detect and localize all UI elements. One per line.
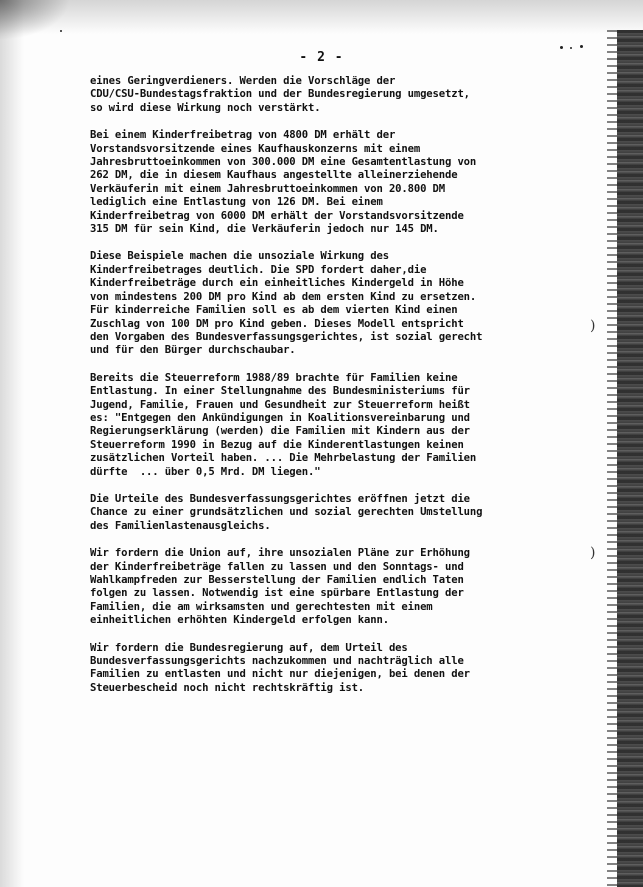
text-line: Entlastung. In einer Stellungnahme des Bundesministeriums für	[90, 385, 470, 398]
text-line: Jahresbruttoeinkommen von 300.000 DM eine Gesamtentlastung von	[90, 156, 477, 169]
paragraph	[90, 129, 560, 236]
text-line: lediglich eine Entlastung von 126 DM. Bei einem	[90, 196, 383, 209]
text-line: Kinderfreibeträge durch ein einheitliches Kindergeld in Höhe	[90, 277, 464, 290]
text-line: Steuerreform 1990 in Bezug auf die Kinderentlastungen keinen	[90, 438, 464, 451]
text-line: Wir fordern die Union auf, ihre unsozialen Pläne zur Erhöhung	[90, 547, 470, 560]
text-line: Familien, die am wirksamsten und gerechtesten mit einem	[90, 600, 433, 613]
document-body	[90, 75, 560, 709]
margin-mark: )	[590, 545, 596, 561]
text-line: Bereits die Steuerreform 1988/89 brachte für Familien keine	[90, 371, 458, 384]
text-line: Vorstandsvorsitzende eines Kaufhauskonzerns mit einem	[90, 142, 421, 155]
text-line: den Vorgaben des Bundesverfassungsgerichtes, ist sozial gerecht	[90, 330, 483, 343]
text-line: zusätzlichen Vorteil haben. ... Die Mehrbelastung der Familien	[90, 452, 477, 465]
text-line: Wahlkampfreden zur Besserstellung der Familien endlich Taten	[90, 574, 464, 586]
scan-speck	[580, 45, 583, 48]
text-line: und für den Bürger durchschaubar.	[90, 344, 296, 357]
text-line: Bundesverfassungsgerichts nachzukommen und nachträglich alle	[90, 655, 464, 668]
scan-border-right	[617, 30, 643, 887]
text-line: CDU/CSU-Bundestagsfraktion und der Bundesregierung umgesetzt,	[90, 88, 470, 101]
scan-shadow-corner	[0, 0, 70, 40]
text-line: Bei einem Kinderfreibetrag von 4800 DM erhält der	[90, 129, 396, 142]
text-line: es: "Entgegen den Ankündigungen in Koalitionsvereinbarung und	[90, 411, 470, 424]
text-line: eines Geringverdieners. Werden die Vorschläge der	[90, 75, 396, 87]
text-line: 315 DM für sein Kind, die Verkäuferin jedoch nur 145 DM.	[90, 223, 439, 236]
scan-shadow-left	[0, 0, 34, 887]
paragraph	[90, 75, 560, 115]
text-line: Kinderfreibetrag von 6000 DM erhält der Vorstandsvorsitzende	[90, 209, 464, 222]
margin-mark: )	[590, 318, 596, 334]
text-line: dürfte ... über 0,5 Mrd. DM liegen."	[90, 465, 321, 478]
text-line: des Familienlastenausgleichs.	[90, 519, 271, 532]
text-line: Chance zu einer grundsätzlichen und sozial gerechten Umstellung	[90, 506, 483, 519]
text-line: Kinderfreibetrages deutlich. Die SPD fordert daher,die	[90, 263, 427, 276]
scan-speck	[560, 46, 563, 49]
text-line: Familien zu entlasten und nicht nur diejenigen, bei denen der	[90, 668, 470, 681]
paragraph	[90, 547, 560, 627]
text-line: Für kinderreiche Familien soll es ab dem vierten Kind einen	[90, 304, 458, 317]
text-line: so wird diese Wirkung noch verstärkt.	[90, 101, 321, 114]
scan-speck	[570, 47, 572, 49]
text-line: folgen zu lassen. Notwendig ist eine spürbare Entlastung der	[90, 587, 464, 600]
paragraph	[90, 372, 560, 479]
text-line: der Kinderfreibeträge fallen zu lassen und den Sonntags- und	[90, 560, 464, 573]
text-line: Jugend, Familie, Frauen und Gesundheit zur Steuerreform heißt	[90, 398, 470, 411]
text-line: Die Urteile des Bundesverfassungsgerichtes eröffnen jetzt die	[90, 492, 470, 505]
text-line: Zuschlag von 100 DM pro Kind geben. Dieses Modell entspricht	[90, 317, 464, 330]
paragraph	[90, 493, 560, 533]
paragraph	[90, 642, 560, 696]
scan-speck	[60, 30, 62, 32]
text-line: einheitlichen erhöhten Kindergeld erfolgen kann.	[90, 614, 389, 627]
text-line: Diese Beispiele machen die unsoziale Wirkung des	[90, 250, 389, 263]
paragraph	[90, 250, 560, 357]
text-line: 262 DM, die in diesem Kaufhaus angestellte alleinerziehende	[90, 169, 458, 182]
text-line: von mindestens 200 DM pro Kind ab dem ersten Kind zu ersetzen.	[90, 290, 477, 303]
text-line: Verkäuferin mit einem Jahresbruttoeinkommen von 20.800 DM	[90, 182, 445, 195]
text-line: Steuerbescheid noch nicht rechtskräftig ist.	[90, 681, 365, 694]
text-line: Regierungserklärung (werden) die Familien mit Kindern aus der	[90, 425, 470, 438]
scan-edge-right	[607, 30, 617, 887]
page-number: - 2 -	[299, 50, 344, 65]
scan-shadow-top	[0, 0, 643, 34]
text-line: Wir fordern die Bundesregierung auf, dem Urteil des	[90, 641, 408, 654]
